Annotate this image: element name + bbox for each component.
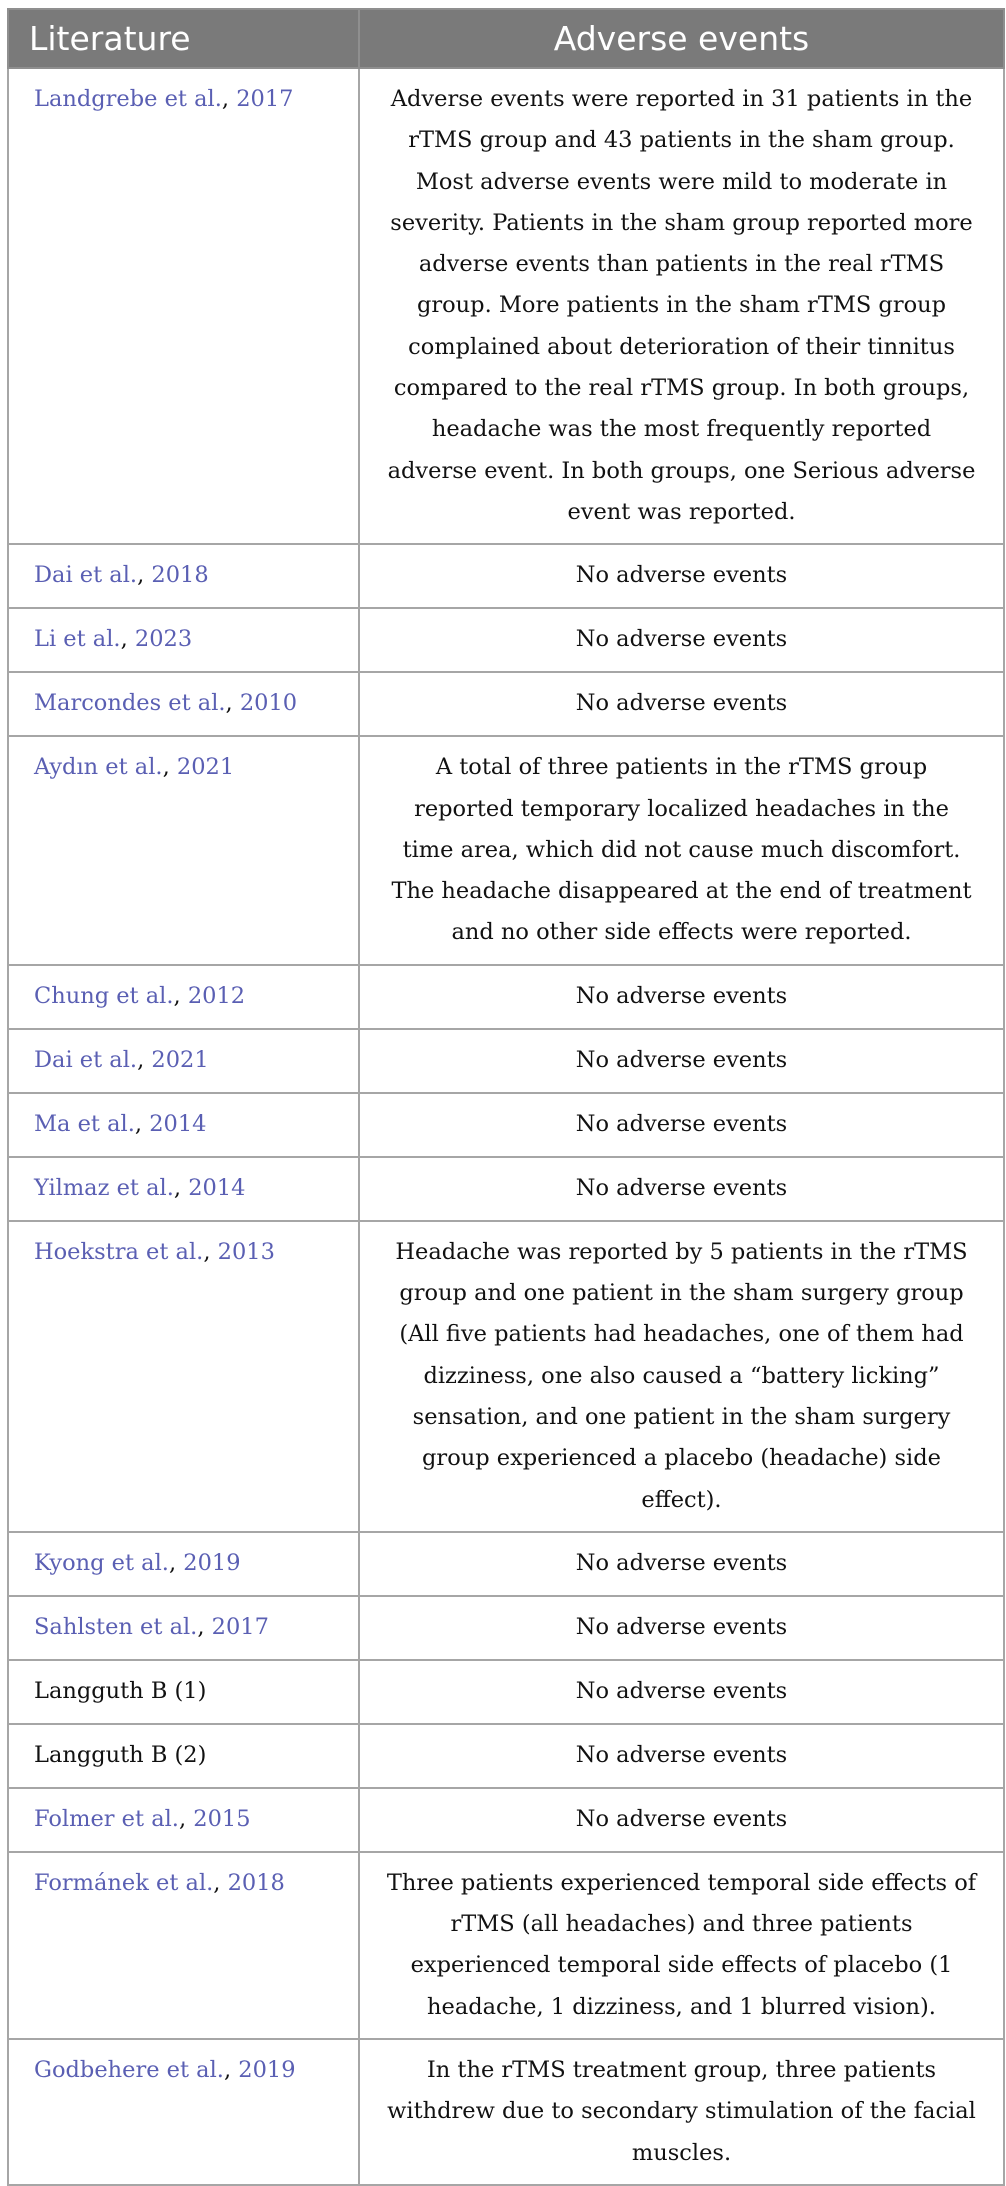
adverse-events-cell: No adverse events: [359, 1788, 1004, 1852]
adverse-events-cell: No adverse events: [359, 672, 1004, 736]
citation-link[interactable]: Aydın et al.: [34, 754, 163, 781]
table-body: [8, 68, 1004, 2185]
adverse-events-table: [7, 8, 1005, 2186]
citation-year-link[interactable]: 2021: [176, 754, 235, 781]
citation-year-link[interactable]: 2012: [187, 982, 246, 1009]
table-row: [8, 736, 1004, 964]
literature-cell: Dai et al., 2021: [8, 1029, 359, 1093]
literature-cell: Ma et al., 2014: [8, 1093, 359, 1157]
citation-year-link[interactable]: 2014: [188, 1174, 246, 1201]
citation-year-link[interactable]: 2017: [236, 86, 294, 112]
citation-link[interactable]: Li et al.: [34, 626, 121, 653]
literature-cell: Godbehere et al., 2019: [8, 2039, 359, 2185]
adverse-events-cell: In the rTMS treatment group, three patients withdrew due to secondary stimulation of the facial muscles.: [359, 2039, 1004, 2185]
table-row: [8, 1660, 1004, 1724]
citation-link[interactable]: Godbehere et al.: [34, 2057, 224, 2084]
citation-link[interactable]: Kyong et al.: [34, 1549, 169, 1576]
adverse-events-cell: No adverse events: [359, 1093, 1004, 1157]
adverse-events-cell: No adverse events: [359, 544, 1004, 608]
citation-link[interactable]: Yilmaz et al.: [34, 1174, 174, 1201]
adverse-events-cell: No adverse events: [359, 608, 1004, 672]
citation-link[interactable]: Marcondes et al.: [34, 690, 226, 717]
table-row: [8, 1221, 1004, 1532]
table-row: [8, 1852, 1004, 2039]
citation-link[interactable]: Landgrebe et al.: [34, 86, 222, 112]
literature-cell: Kyong et al., 2019: [8, 1532, 359, 1596]
citation-year-link[interactable]: 2014: [149, 1110, 207, 1137]
header-row: [8, 9, 1004, 68]
citation-year-link[interactable]: 2023: [134, 626, 193, 653]
table-row: [8, 1596, 1004, 1660]
table-row: [8, 1724, 1004, 1788]
literature-cell-plain: Langguth B (1): [8, 1660, 359, 1724]
citation-year-link[interactable]: 2019: [238, 2057, 296, 2084]
citation-link[interactable]: Dai et al.: [34, 1046, 138, 1073]
header-literature: Literature: [8, 9, 359, 68]
adverse-events-cell: Headache was reported by 5 patients in the rTMS group and one patient in the sham surgery group (All five patients had headaches, one of them had dizziness, one also caused a “battery licking” sensation, and one patient in the sham surgery group experienced a placebo (headache) side effect).: [359, 1221, 1004, 1532]
citation-link[interactable]: Sahlsten et al.: [34, 1613, 198, 1640]
adverse-events-cell: No adverse events: [359, 965, 1004, 1029]
citation-year-link[interactable]: 2019: [183, 1549, 241, 1576]
citation-year-link[interactable]: 2015: [193, 1805, 251, 1832]
literature-cell: Hoekstra et al., 2013: [8, 1221, 359, 1532]
table-row: [8, 1029, 1004, 1093]
header-adverse-events: Adverse events: [359, 9, 1004, 68]
literature-cell: Landgrebe et al., 2017: [8, 68, 359, 544]
adverse-events-cell: No adverse events: [359, 1029, 1004, 1093]
citation-year-link[interactable]: 2018: [227, 1869, 285, 1896]
adverse-events-cell: No adverse events: [359, 1157, 1004, 1221]
citation-year-link[interactable]: 2010: [239, 690, 298, 717]
adverse-events-cell: A total of three patients in the rTMS group reported temporary localized headaches in the time area, which did not cause much discomfort. The headache disappeared at the end of treatment and no other side effects were reported.: [359, 736, 1004, 964]
adverse-events-cell: No adverse events: [359, 1724, 1004, 1788]
citation-link[interactable]: Hoekstra et al.: [34, 1238, 204, 1265]
literature-cell: Yilmaz et al., 2014: [8, 1157, 359, 1221]
citation-link[interactable]: Dai et al.: [34, 562, 138, 589]
adverse-events-cell: No adverse events: [359, 1596, 1004, 1660]
table-row: [8, 1532, 1004, 1596]
citation-link[interactable]: Folmer et al.: [34, 1805, 179, 1832]
table-row: [8, 1157, 1004, 1221]
citation-link[interactable]: Ma et al.: [34, 1110, 135, 1137]
table-header: [8, 9, 1004, 68]
citation-year-link[interactable]: 2013: [217, 1238, 275, 1265]
table-row: [8, 1788, 1004, 1852]
literature-cell-plain: Langguth B (2): [8, 1724, 359, 1788]
table-row: [8, 965, 1004, 1029]
table-row: [8, 608, 1004, 672]
literature-cell: Dai et al., 2018: [8, 544, 359, 608]
table-row: [8, 68, 1004, 544]
literature-cell: Chung et al., 2012: [8, 965, 359, 1029]
table-row: [8, 544, 1004, 608]
citation-link[interactable]: Formánek et al.: [34, 1869, 214, 1896]
citation-year-link[interactable]: 2018: [151, 562, 209, 589]
literature-cell: Li et al., 2023: [8, 608, 359, 672]
adverse-events-cell: No adverse events: [359, 1532, 1004, 1596]
citation-link[interactable]: Chung et al.: [34, 982, 174, 1009]
literature-cell: Sahlsten et al., 2017: [8, 1596, 359, 1660]
adverse-events-cell: Adverse events were reported in 31 patients in the rTMS group and 43 patients in the sham group. Most adverse events were mild to moderate in severity. Patients in the sham group reported more adverse events than patients in the real rTMS group. More patients in the sham rTMS group complained about deterioration of their tinnitus compared to the real rTMS group. In both groups, headache was the most frequently reported adverse event. In both groups, one Serious adverse event was reported.: [359, 68, 1004, 544]
adverse-events-cell: No adverse events: [359, 1660, 1004, 1724]
adverse-events-cell: Three patients experienced temporal side effects of rTMS (all headaches) and three patients experienced temporal side effects of placebo (1 headache, 1 dizziness, and 1 blurred vision).: [359, 1852, 1004, 2039]
literature-cell: Marcondes et al., 2010: [8, 672, 359, 736]
literature-cell: Folmer et al., 2015: [8, 1788, 359, 1852]
citation-year-link[interactable]: 2017: [211, 1613, 269, 1640]
table-row: [8, 672, 1004, 736]
literature-cell: Formánek et al., 2018: [8, 1852, 359, 2039]
literature-cell: Aydın et al., 2021: [8, 736, 359, 964]
citation-year-link[interactable]: 2021: [151, 1046, 209, 1073]
table-row: [8, 1093, 1004, 1157]
table-row: [8, 2039, 1004, 2185]
